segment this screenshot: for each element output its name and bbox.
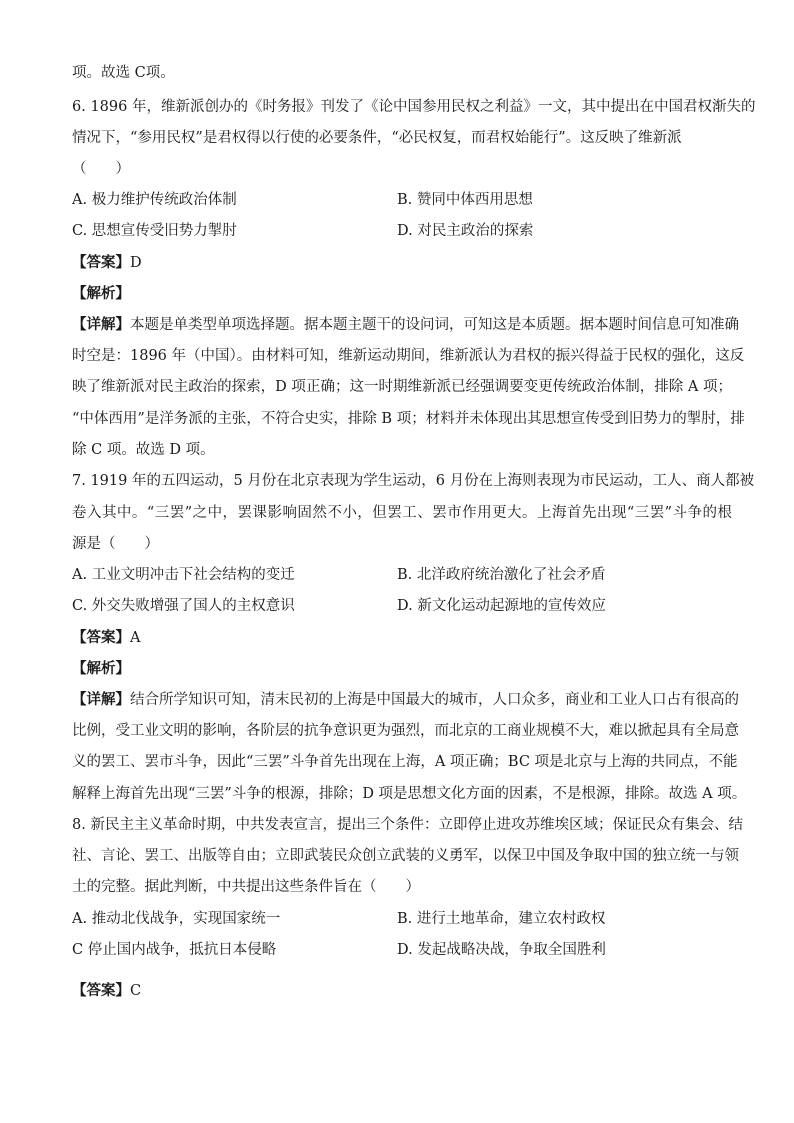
question-6-detail: 时空是：1896 年（中国）。由材料可知，维新运动期间，维新派认为君权的振兴得益于民权的强化，这反 [72,348,745,364]
question-8-option-d: D. 发起战略决战，争取全国胜利 [397,942,606,958]
answer-tag: 【答案】 [72,254,130,271]
question-7-detail [72,690,739,710]
question-7-detail: 比例，受工业文明的影响，各阶层的抗争意识更为强烈，而北京的工商业规模不大，难以掀起具有全局意 [72,723,739,739]
question-6-detail: 除 C 项。故选 D 项。 [72,442,215,458]
question-7-stem: 卷入其中。“三罢”之中，罢课影响固然不小，但罢工、罢市作用更大。上海首先出现“三罢”斗争的根 [72,505,732,521]
answer-value: A [130,630,141,646]
question-7-detail: 解释上海首先出现“三罢”斗争的根源，排除；D 项是思想文化方面的因素，不是根源，排除。故选 A 项。 [72,786,747,802]
question-6-blank: （ ） [72,161,130,177]
detail-tag: 【详解】 [72,316,130,333]
question-6-option-a: A. 极力维护传统政治体制 [72,192,237,208]
answer-tag: 【答案】 [72,629,130,646]
question-8-option-b: B. 进行土地革命，建立农村政权 [397,911,606,927]
question-7-option-c: C. 外交失败增强了国人的主权意识 [72,598,295,614]
question-8-stem: 土的完整。据此判断，中共提出这些条件旨在（ ） [72,879,420,895]
paragraph-line: 项。故选 C项。 [72,65,175,81]
question-6-analysis-tag [72,284,732,304]
detail-text: 结合所学知识可知，清末民初的上海是中国最大的城市，人口众多，商业和工业人口占有很高的 [130,692,739,708]
question-7-detail: 义的罢工、罢市斗争，因此“三罢”斗争首先出现在上海，A 项正确；BC 项是北京与上海的共同点，不能 [72,754,738,770]
question-7-option-b: B. 北洋政府统治激化了社会矛盾 [397,567,606,583]
question-7-answer [72,628,732,648]
analysis-tag: 【解析】 [72,285,130,302]
answer-tag: 【答案】 [72,982,130,999]
question-8-stem: 社、言论、罢工、出版等自由；立即武装民众创立武装的义勇军，以保卫中国及争取中国的独立统一与领 [72,848,739,864]
question-8-option-a: A. 推动北伐战争，实现国家统一 [72,911,281,927]
question-6-stem: 6. 1896 年，维新派创办的《时务报》刊发了《论中国参用民权之利益》一文，其中提出在中国君权渐失的 [72,99,756,115]
analysis-tag: 【解析】 [72,660,130,677]
question-8-stem: 8. 新民主主义革命时期，中共发表宣言，提出三个条件：立即停止进攻苏维埃区域；保证民众有集会、结 [72,817,743,833]
question-7-stem: 源是（ ） [72,536,159,552]
question-6-answer [72,253,732,273]
question-6-stem: 情况下，“参用民权”是君权得以行使的必要条件，“必民权复，而君权始能行”。这反映了维新派 [72,130,682,146]
question-6-detail: “中体西用”是洋务派的主张，不符合史实，排除 B 项；材料并未体现出其思想宣传受到旧势力的掣肘，排 [72,411,745,427]
detail-text: 本题是单类型单项选择题。据本题主题干的设问词，可知这是本质题。据本题时间信息可知准确 [130,317,739,333]
question-7-option-a: A. 工业文明冲击下社会结构的变迁 [72,567,295,583]
question-6-detail: 映了维新派对民主政治的探索，D 项正确；这一时期维新派已经强调要变更传统政治体制，排除 A 项； [72,379,732,395]
question-6-option-c: C. 思想宣传受旧势力掣肘 [72,223,237,239]
question-6-option-d: D. 对民主政治的探索 [397,223,534,239]
answer-value: C [130,983,142,999]
question-6-detail [72,315,739,335]
question-8-answer [72,981,732,1001]
question-7-option-d: D. 新文化运动起源地的宣传效应 [397,598,606,614]
question-7-analysis-tag [72,659,732,679]
question-6-option-b: B. 赞同中体西用思想 [397,192,533,208]
detail-tag: 【详解】 [72,691,130,708]
answer-value: D [130,255,142,271]
question-8-option-c: C 停止国内战争，抵抗日本侵略 [72,942,277,958]
question-7-stem: 7. 1919 年的五四运动，5 月份在北京表现为学生运动，6 月份在上海则表现为市民运动，工人、商人都被 [72,473,755,489]
